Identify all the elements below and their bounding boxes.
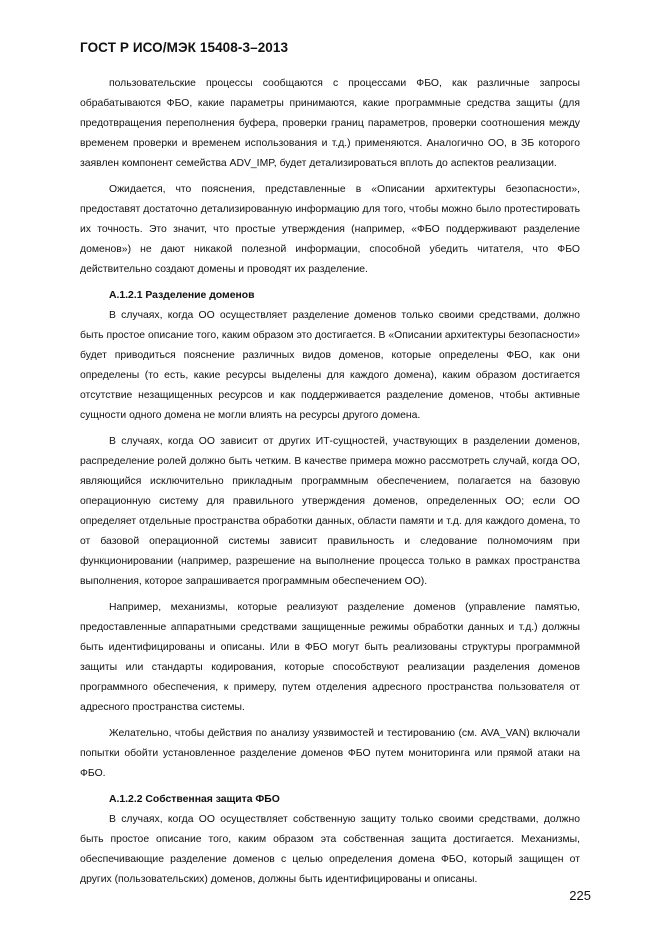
paragraph-6: Желательно, чтобы действия по анализу уязвимостей и тестированию (см. AVA_VAN) включали попытки обойти установленное разделение доменов ФБО путем мониторинга или прямой атаки на ФБО.	[80, 728, 580, 779]
paragraph-4: В случаях, когда ОО зависит от других ИТ-сущностей, участвующих в разделении доменов, распределение ролей должно быть четким. В качестве примера можно рассмотреть случай, когда ОО, являющийся исключительно прикладным программным обеспечением, полагается на базовую операционную систему для правильного утверждения доменов, определенных ОО; если ОО определяет отдельные пространства обработки данных, области памяти и т.д. для каждого домена, то от базовой операционной системы зависит правильность и следование полномочиям при функционировании (например, разрешение на выполнение процесса только в рамках пространства выполнения, которое запрашивается программным обеспечением ОО).	[80, 436, 580, 587]
paragraph-2: Ожидается, что пояснения, представленные в «Описании архитектуры безопасности», предоставят достаточно детализированную информацию для того, чтобы можно было протестировать их точность. Это значит, что простые утверждения (например, «ФБО поддерживают разделение доменов») не дают никакой полезной информации, способной убедить читателя, что ФБО действительно создают домены и проводят их разделение.	[80, 184, 580, 275]
paragraph-5: Например, механизмы, которые реализуют разделение доменов (управление памятью, предоставленные аппаратными средствами защищенные режимы обработки данных и т.д.) должны быть идентифицированы и описаны. Или в ФБО могут быть реализованы структуры программной защиты или стандарты кодирования, которые способствуют реализации разделения доменов программного обеспечения, к примеру, путем отделения адресного пространства пользователя от адресного пространства системы.	[80, 602, 580, 713]
paragraph-1: пользовательские процессы сообщаются с процессами ФБО, как различные запросы обрабатываются ФБО, какие параметры принимаются, какие программные средства защиты (для предотвращения переполнения буфера, проверки границ параметров, проверки соотношения между временем проверки и временем использования и т.д.) применяются. Аналогично ОО, в ЗБ которого заявлен компонент семейства ADV_IMP, будет детализироваться вплоть до аспектов реализации.	[80, 78, 580, 169]
paragraph-3: В случаях, когда ОО осуществляет разделение доменов только своими средствами, должно быть простое описание того, каким образом это достигается. В «Описании архитектуры безопасности» будет приводиться пояснение различных видов доменов, которые определены ФБО, как они определены (то есть, какие ресурсы выделены для каждого домена), каким образом достигается отсутствие незащищенных ресурсов и как поддерживается разделение доменов, чтобы активные сущности одного домена не могли влиять на ресурсы другого домена.	[80, 310, 580, 421]
document-header: ГОСТ Р ИСО/МЭК 15408-3–2013	[80, 40, 289, 55]
section-heading-a1-2-1: A.1.2.1 Разделение доменов	[109, 290, 255, 301]
page-number: 225	[569, 888, 591, 903]
body-text	[80, 74, 580, 890]
section-heading-a1-2-2: A.1.2.2 Собственная защита ФБО	[109, 794, 280, 805]
paragraph-7: В случаях, когда ОО осуществляет собственную защиту только своими средствами, должно быть простое описание того, каким образом эта собственная защита достигается. Механизмы, обеспечивающие разделение доменов с целью определения домена ФБО, который защищен от других (пользовательских) доменов, должны быть идентифицированы и описаны.	[80, 814, 580, 885]
